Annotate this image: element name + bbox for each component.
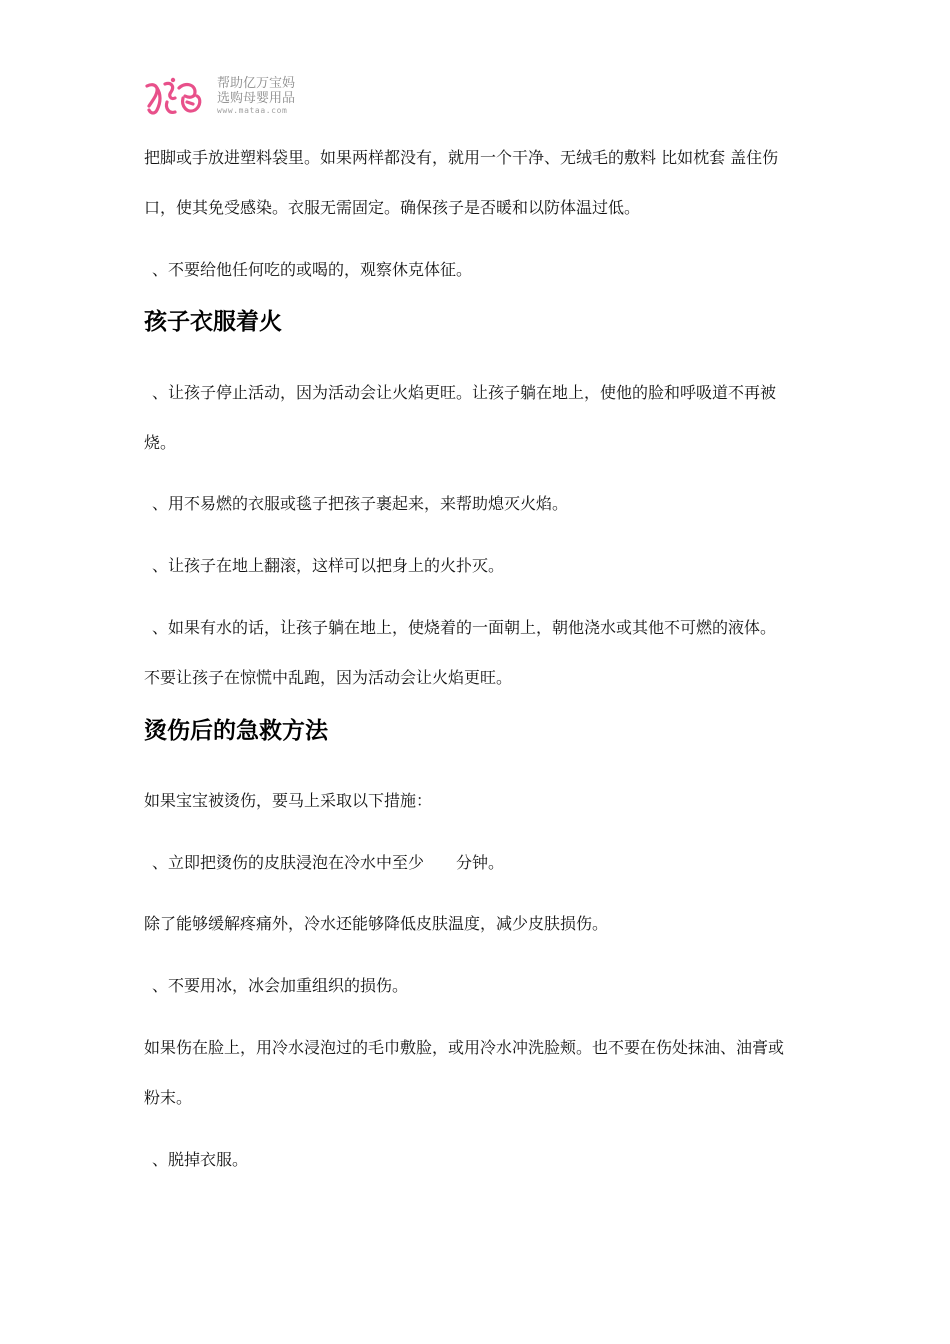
paragraph: 如果伤在脸上，用冷水浸泡过的毛巾敷脸，或用冷水冲洗脸颊。也不要在伤处抹油、油膏或 (144, 1038, 785, 1057)
logo-slogan-line1: 帮助亿万宝妈 (217, 76, 296, 91)
paragraph: 如果宝宝被烫伤，要马上采取以下措施： (144, 791, 433, 810)
logo-url: www.mataa.com (217, 106, 288, 115)
paragraph: 除了能够缓解疼痛外，冷水还能够降低皮肤温度，减少皮肤损伤。 (144, 914, 609, 933)
paragraph: 把脚或手放进塑料袋里。如果两样都没有，就用一个干净、无绒毛的敷料 比如枕套 盖住伤 (144, 148, 779, 167)
list-item: 、立即把烫伤的皮肤浸泡在冷水中至少 分钟。 (152, 853, 505, 872)
logo-text (217, 76, 295, 116)
list-item: 、用不易燃的衣服或毯子把孩子裹起来，来帮助熄灭火焰。 (152, 494, 569, 513)
paragraph: 口，使其免受感染。衣服无需固定。确保孩子是否暖和以防体温过低。 (144, 198, 641, 217)
list-item: 、不要用冰，冰会加重组织的损伤。 (152, 976, 409, 995)
paragraph: 不要让孩子在惊慌中乱跑，因为活动会让火焰更旺。 (144, 668, 513, 687)
paragraph: 粉末。 (144, 1088, 193, 1107)
list-item: 、让孩子停止活动，因为活动会让火焰更旺。让孩子躺在地上，使他的脸和呼吸道不再被 (152, 383, 777, 402)
section-heading: 烫伤后的急救方法 (144, 718, 328, 744)
section-heading: 孩子衣服着火 (144, 309, 282, 335)
list-item: 、脱掉衣服。 (152, 1150, 249, 1169)
logo-slogan-line2: 选购母婴用品 (217, 91, 296, 106)
list-item: 、不要给他任何吃的或喝的，观察休克体征。 (152, 260, 473, 279)
site-logo[interactable] (143, 74, 313, 122)
list-item: 、如果有水的话，让孩子躺在地上，使烧着的一面朝上，朝他浇水或其他不可燃的液体。 (152, 618, 777, 637)
mataa-logo-icon (143, 74, 205, 120)
paragraph: 烧。 (144, 433, 177, 452)
list-item: 、让孩子在地上翻滚，这样可以把身上的火扑灭。 (152, 556, 505, 575)
